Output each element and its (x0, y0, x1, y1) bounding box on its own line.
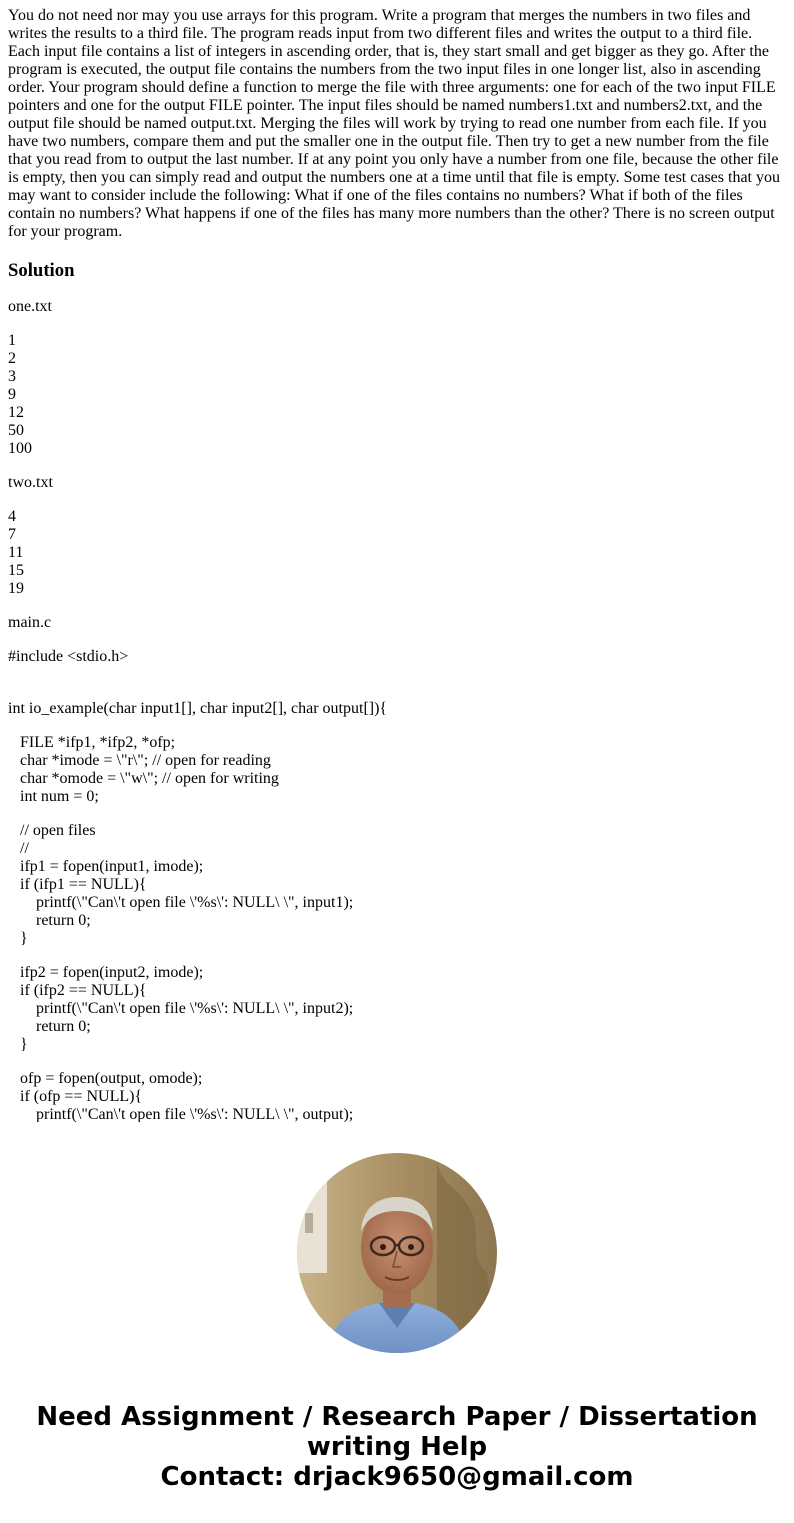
promo-section (0, 1153, 794, 1523)
file2-line: 11 (8, 544, 24, 561)
promo-line-2: writing Help (306, 1432, 488, 1462)
file1-line: 12 (8, 404, 24, 421)
code-open-input1 (8, 822, 786, 948)
question-text: You do not need nor may you use arrays for this program. Write a program that merges the numbers in two files and writes the results to a third file. The program reads input from two different files and writes the output to a third file. Each input file contains a list of integers in ascending order, that is, they start small and get bigger as they go. After the program is executed, the output file contains the numbers from the two input files in one longer list, also in ascending order. Your program should define a function to merge the file with three arguments: one for each of the two input FILE pointers and one for the output FILE pointer. The input files should be named numbers1.txt and numbers2.txt, and the output file should be named output.txt. Merging the files will work by trying to read one number from each file. If you have two numbers, compare them and put the smaller one in the output file. Then try to get a new number from the file that you read from to output the last number. If at any point you only have a number from one file, because the other file is empty, then you can simply read and output the numbers one at a time until that file is empty. Some test cases that you may want to consider include the following: What if one of the files contains no numbers? What if both of the files contain no numbers? What happens if one of the files has many more numbers than the other? There is no screen output for your program. (8, 7, 780, 240)
code-line: char *imode = \"r\"; // open for reading (8, 752, 271, 769)
file1-line: 1 (8, 332, 16, 349)
code-line: return 0; (8, 912, 91, 929)
code-declarations (8, 734, 786, 806)
promo-line-1: Need Assignment / Research Paper / Dissertation (36, 1402, 758, 1432)
code-line: printf(\"Can\'t open file \'%s\': NULL\ \", input1); (8, 894, 354, 911)
file1-line: 2 (8, 350, 16, 367)
document-content (8, 7, 786, 1122)
code-open-output (8, 1070, 786, 1122)
code-line: return 0; (8, 1018, 91, 1035)
file2-line: 19 (8, 580, 24, 597)
file2-contents (8, 508, 786, 598)
code-blank-gap (8, 666, 786, 700)
file1-contents (8, 332, 786, 458)
solution-heading: Solution (8, 260, 75, 281)
file2-line: 7 (8, 526, 16, 543)
code-line: char *omode = \"w\"; // open for writing (8, 770, 279, 787)
code-open-input2 (8, 964, 786, 1054)
code-line: } (8, 930, 28, 947)
code-line: // open files (8, 822, 96, 839)
code-line: if (ifp1 == NULL){ (8, 876, 147, 893)
code-line: printf(\"Can\'t open file \'%s\': NULL\ \", input2); (8, 1000, 354, 1017)
code-line: ifp1 = fopen(input1, imode); (8, 858, 204, 875)
code-line: ifp2 = fopen(input2, imode); (8, 964, 204, 981)
code-line: // (8, 840, 29, 857)
promo-contact-line: Contact: drjack9650@gmail.com (160, 1462, 634, 1492)
code-listing (8, 648, 786, 1122)
code-include: #include <stdio.h> (8, 648, 129, 665)
code-line: } (8, 1036, 28, 1053)
code-line: printf(\"Can\'t open file \'%s\': NULL\ \", output); (8, 1106, 354, 1122)
promo-message (0, 1402, 794, 1492)
file2-name: two.txt (8, 474, 53, 491)
code-function-signature: int io_example(char input1[], char input2[], char output[]){ (8, 700, 388, 717)
file1-line: 100 (8, 440, 32, 457)
file2-line: 4 (8, 508, 16, 525)
main-file-name: main.c (8, 614, 52, 631)
file1-line: 9 (8, 386, 16, 403)
file2-line: 15 (8, 562, 24, 579)
code-line: ofp = fopen(output, omode); (8, 1070, 203, 1087)
avatar-photo (297, 1153, 497, 1353)
file1-line: 50 (8, 422, 24, 439)
person-portrait-image (297, 1153, 497, 1353)
file1-line: 3 (8, 368, 16, 385)
code-line: if (ofp == NULL){ (8, 1088, 143, 1105)
file1-name: one.txt (8, 298, 52, 315)
code-line: FILE *ifp1, *ifp2, *ofp; (8, 734, 176, 751)
code-line: int num = 0; (8, 788, 99, 805)
code-line: if (ifp2 == NULL){ (8, 982, 147, 999)
